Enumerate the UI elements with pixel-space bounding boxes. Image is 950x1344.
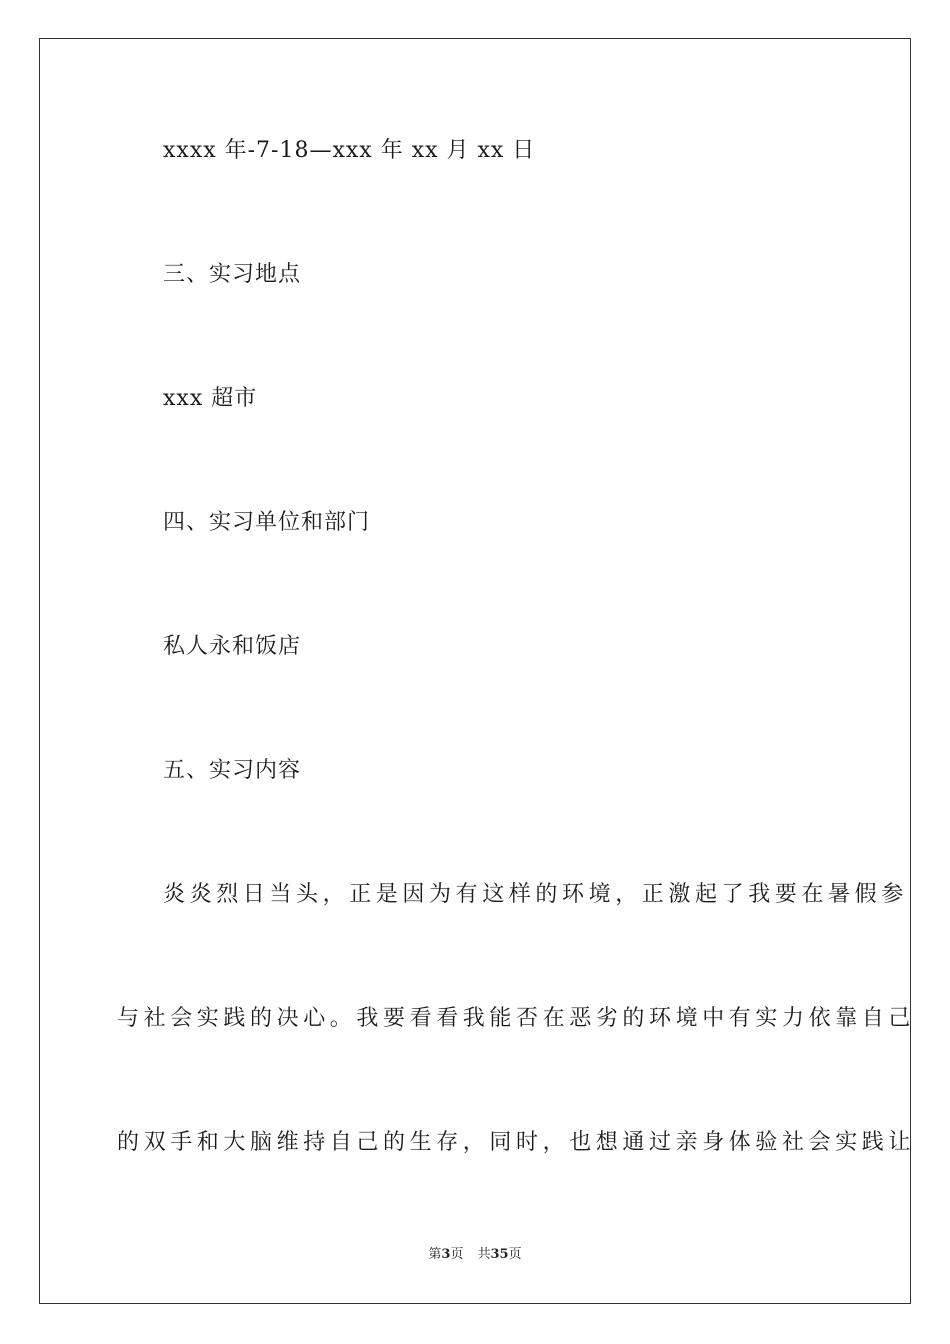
section-heading-unit: 四、实习单位和部门 (163, 510, 371, 535)
paragraph-line-1: 炎炎烈日当头，正是因为有这样的环境，正激起了我要在暑假参 (163, 882, 908, 907)
paragraph-line-2: 与社会实践的决心。我要看看我能否在恶劣的环境中有实力依靠自己 (117, 1006, 916, 1031)
section-heading-content: 五、实习内容 (163, 758, 302, 783)
page-suffix: 页 (450, 1247, 464, 1262)
unit-text: 私人永和饭店 (163, 634, 302, 659)
total-suffix: 页 (508, 1247, 522, 1262)
page-number: 3 (441, 1247, 451, 1262)
total-prefix: 共 (477, 1247, 491, 1262)
page-footer (0, 1246, 950, 1264)
section-heading-location: 三、实习地点 (163, 262, 302, 287)
total-pages: 35 (490, 1247, 509, 1262)
date-range-line: xxxx 年-7-18—xxx 年 xx 月 xx 日 (163, 138, 536, 163)
location-text: xxx 超市 (163, 386, 258, 411)
page-border (39, 38, 916, 1304)
page-prefix: 第 (428, 1247, 442, 1262)
paragraph-line-3: 的双手和大脑维持自己的生存，同时，也想通过亲身体验社会实践让 (117, 1130, 916, 1155)
